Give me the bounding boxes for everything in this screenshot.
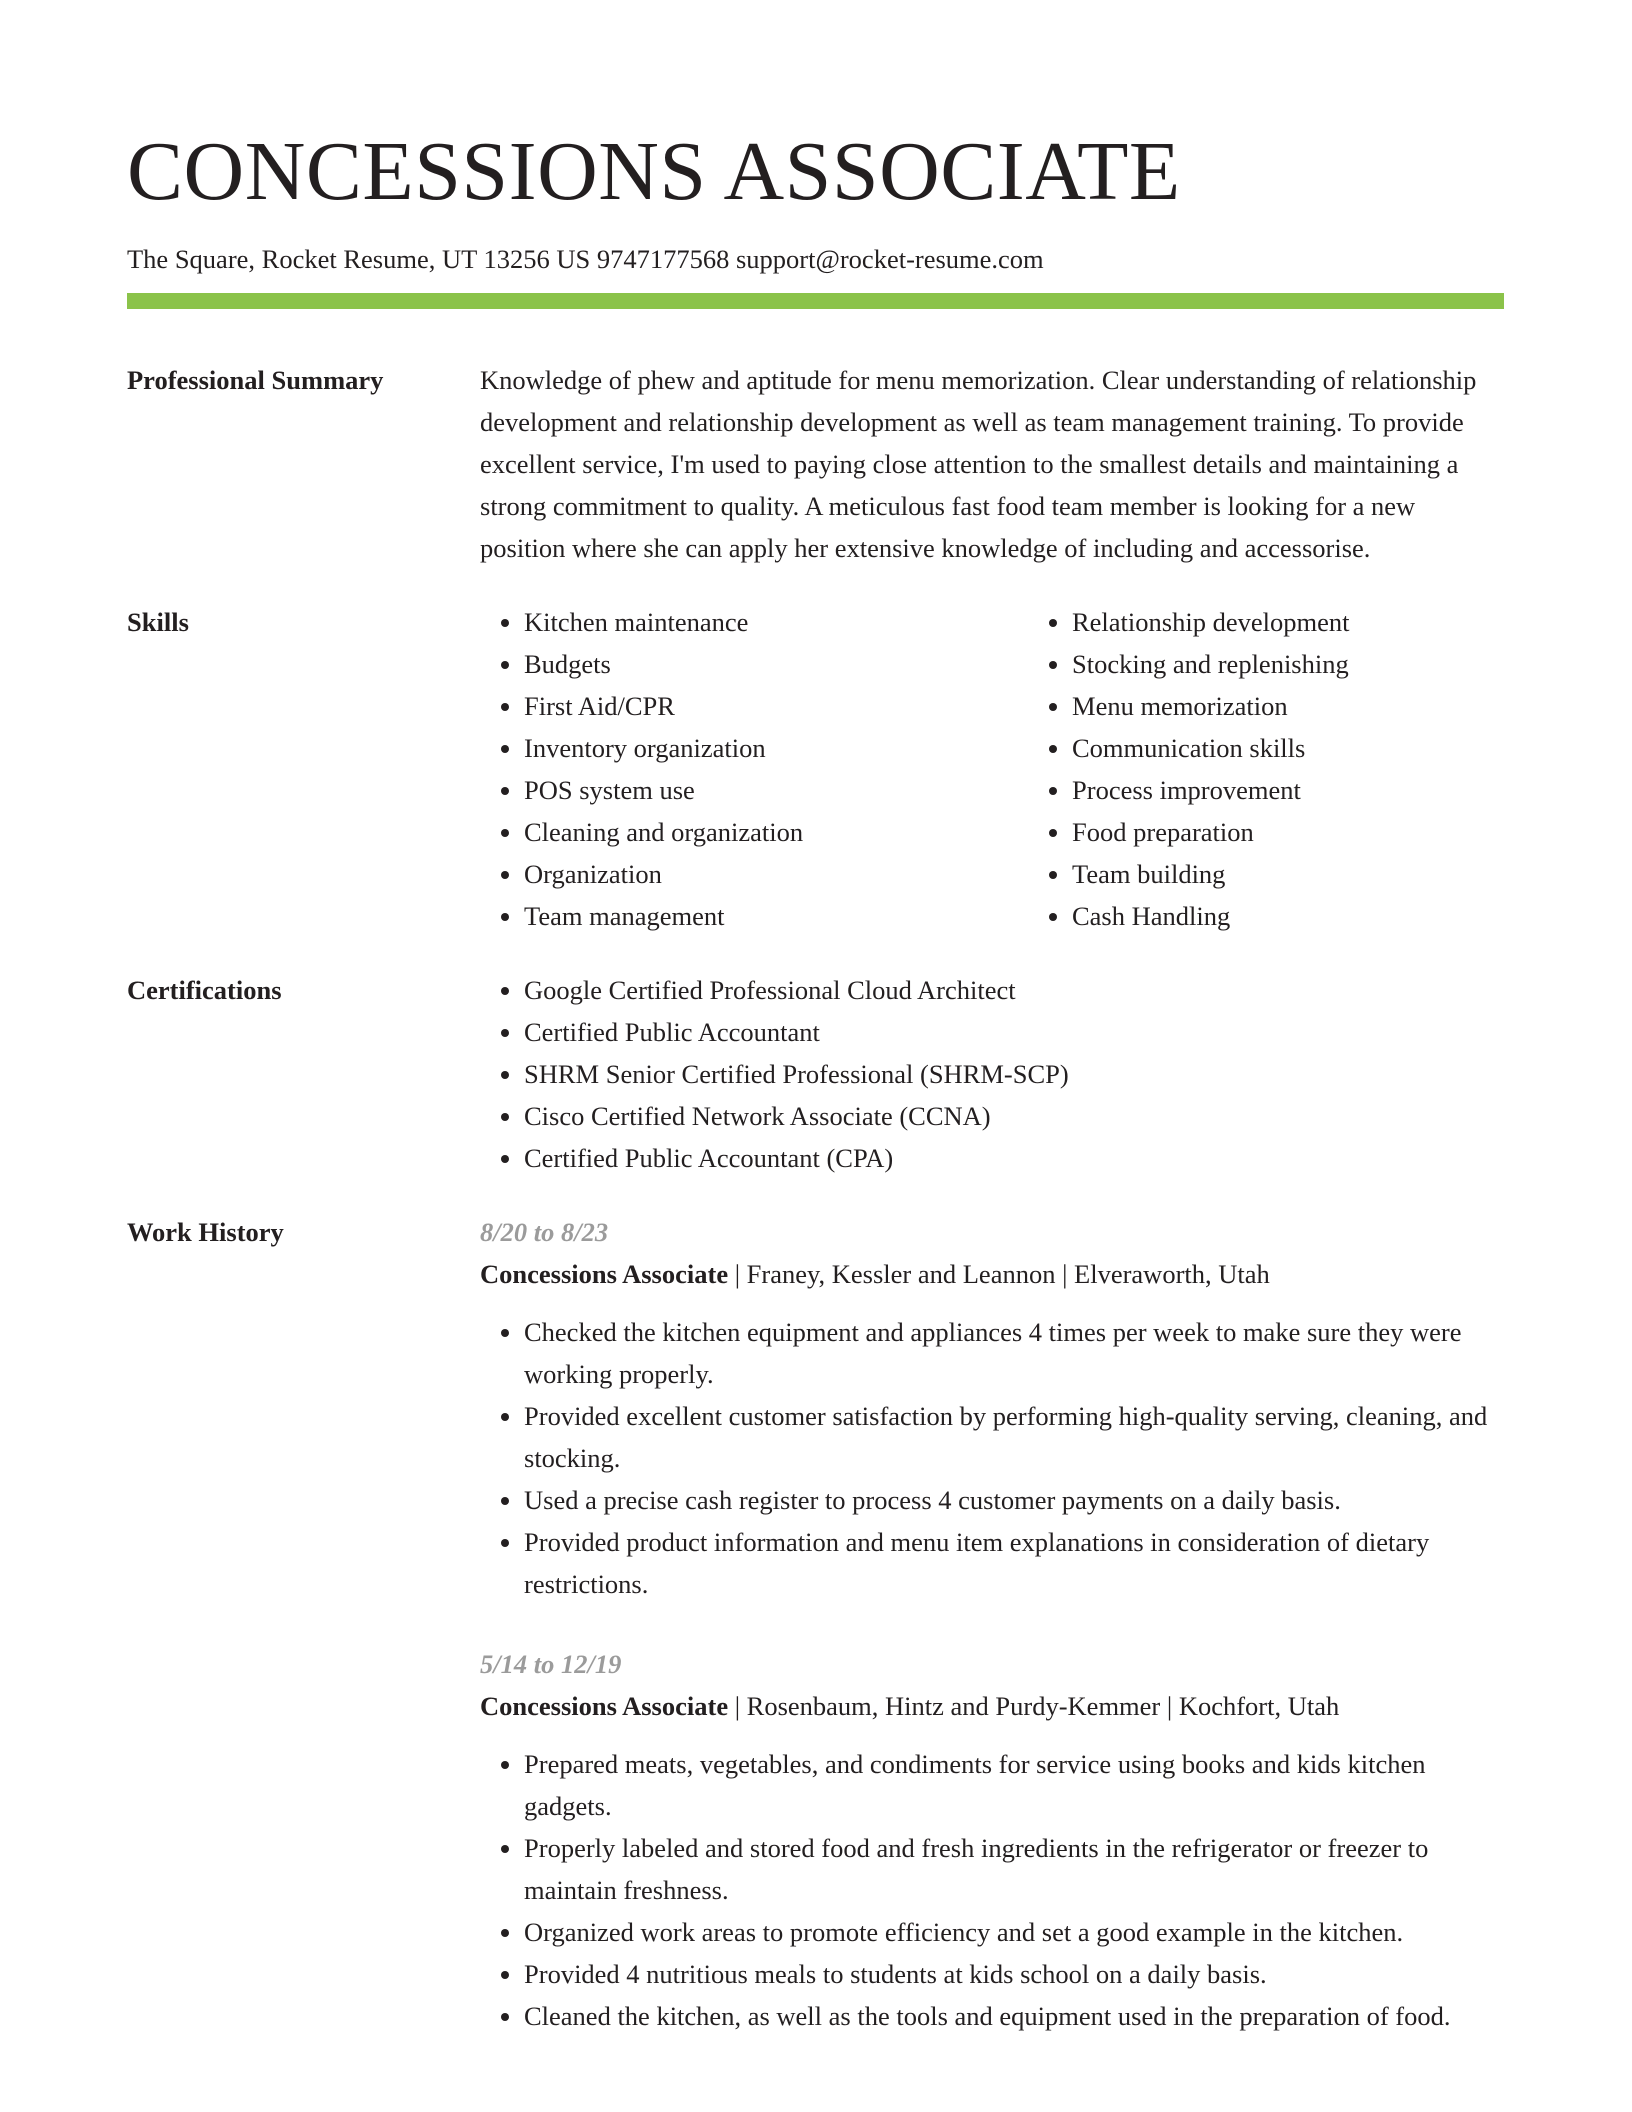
job-duty: • Cleaned the kitchen, as well as the tools and equipment used in the preparation of food. — [524, 1995, 1504, 2037]
certification-item: • Certified Public Accountant — [524, 1011, 1504, 1053]
skills-heading: Skills — [127, 607, 189, 637]
resume-name: CONCESSIONS ASSOCIATE — [127, 125, 1181, 218]
skills-list-left — [480, 601, 1028, 937]
skill-item: • POS system use — [524, 769, 1028, 811]
job-duties-list — [480, 1311, 1504, 1605]
certification-item: • SHRM Senior Certified Professional (SHRM-SCP) — [524, 1053, 1504, 1095]
resume-page — [127, 0, 1504, 2037]
skill-item: • First Aid/CPR — [524, 685, 1028, 727]
contact-email: support@rocket-resume.com — [735, 244, 1044, 274]
certifications-heading: Certifications — [127, 975, 282, 1005]
certification-item: • Certified Public Accountant (CPA) — [524, 1137, 1504, 1179]
job-duty: • Organized work areas to promote efficiency and set a good example in the kitchen. — [524, 1911, 1504, 1953]
job-duty: • Used a precise cash register to process 4 customer payments on a daily basis. — [524, 1479, 1504, 1521]
job-duties-list — [480, 1743, 1504, 2037]
certification-item: • Google Certified Professional Cloud Architect — [524, 969, 1504, 1011]
skill-item: • Stocking and replenishing — [1072, 643, 1572, 685]
job-duty: • Provided product information and menu item explanations in consideration of dietary restrictions. — [524, 1521, 1504, 1605]
job-duty: • Prepared meats, vegetables, and condiments for service using books and kids kitchen gadgets. — [524, 1743, 1504, 1827]
job-separator — [1055, 1259, 1074, 1289]
job-entry — [480, 1211, 1504, 1605]
contact-phone: 9747177568 — [596, 244, 730, 274]
skill-item: • Cash Handling — [1072, 895, 1572, 937]
job-dates: 8/20 to 8/23 — [480, 1217, 609, 1247]
job-duty: • Provided 4 nutritious meals to students at kids school on a daily basis. — [524, 1953, 1504, 1995]
certifications-body — [480, 969, 1504, 1179]
job-entry — [480, 1643, 1504, 2037]
summary-text: Knowledge of phew and aptitude for menu memorization. Clear understanding of relationship development and relationship development as well as team management training. To provide excellent service, I'm used to paying close attention to the smallest details and maintaining a strong commitment to quality. A meticulous fast food team member is looking for a new position where she can apply her extensive knowledge of including and accessorise. — [480, 365, 1477, 563]
skill-item: • Communication skills — [1072, 727, 1572, 769]
contact-address: The Square, Rocket Resume, UT 13256 US — [127, 244, 591, 274]
skill-item: • Team building — [1072, 853, 1572, 895]
certifications-list — [480, 969, 1504, 1179]
work-history-body — [480, 1211, 1504, 2037]
skill-item: • Relationship development — [1072, 601, 1572, 643]
job-header — [480, 1685, 1504, 1727]
work-history-heading: Work History — [127, 1217, 284, 1247]
summary-section — [127, 359, 1504, 569]
job-dates: 5/14 to 12/19 — [480, 1649, 622, 1679]
job-duty: • Provided excellent customer satisfaction by performing high-quality serving, cleaning, and stocking. — [524, 1395, 1504, 1479]
job-separator — [728, 1259, 747, 1289]
job-company: Franey, Kessler and Leannon — [746, 1259, 1056, 1289]
skill-item: • Organization — [524, 853, 1028, 895]
job-duty: • Checked the kitchen equipment and appliances 4 times per week to make sure they were working properly. — [524, 1311, 1504, 1395]
job-location: Elveraworth, Utah — [1074, 1259, 1270, 1289]
skill-item: • Food preparation — [1072, 811, 1572, 853]
skill-item: • Budgets — [524, 643, 1028, 685]
skill-item: • Team management — [524, 895, 1028, 937]
job-duty: • Properly labeled and stored food and fresh ingredients in the refrigerator or freezer to maintain freshness. — [524, 1827, 1504, 1911]
job-header — [480, 1253, 1504, 1295]
skill-item: • Inventory organization — [524, 727, 1028, 769]
certification-item: • Cisco Certified Network Associate (CCNA) — [524, 1095, 1504, 1137]
summary-heading: Professional Summary — [127, 365, 384, 395]
skills-columns — [480, 601, 1572, 937]
job-separator — [728, 1691, 747, 1721]
work-history-section — [127, 1211, 1504, 2037]
job-separator — [1160, 1691, 1179, 1721]
job-title: Concessions Associate — [480, 1259, 729, 1289]
job-location: Kochfort, Utah — [1178, 1691, 1340, 1721]
skill-item: • Menu memorization — [1072, 685, 1572, 727]
certifications-section — [127, 969, 1504, 1179]
skill-item: • Cleaning and organization — [524, 811, 1028, 853]
skill-item: • Process improvement — [1072, 769, 1572, 811]
contact-line — [127, 242, 1504, 276]
skills-list-right — [1028, 601, 1572, 937]
skill-item: • Kitchen maintenance — [524, 601, 1028, 643]
skills-section — [127, 601, 1504, 937]
header-divider — [127, 293, 1504, 309]
job-company: Rosenbaum, Hintz and Purdy-Kemmer — [746, 1691, 1161, 1721]
job-title: Concessions Associate — [480, 1691, 729, 1721]
